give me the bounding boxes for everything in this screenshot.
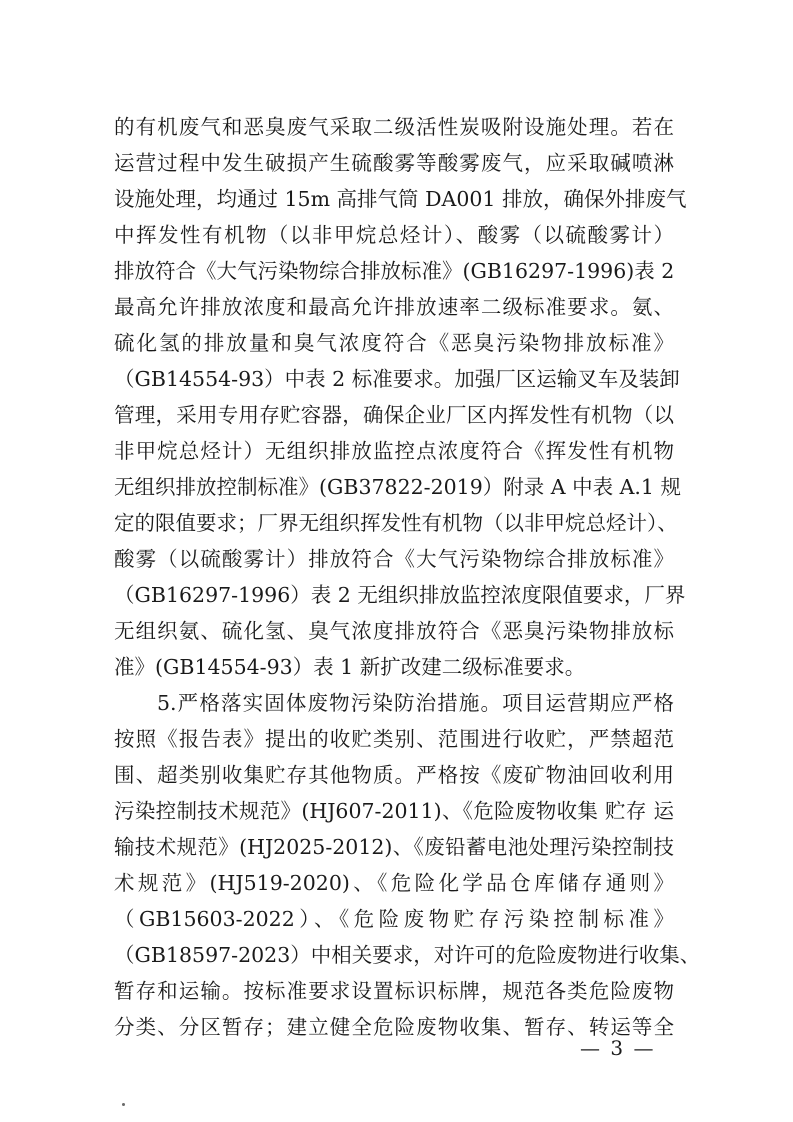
text-line: （GB16297-1996）表 2 无组织排放监控浓度限值要求，厂界 <box>114 583 686 607</box>
text-line: 分类、分区暂存；建立健全危险废物收集、暂存、转运等全 <box>114 1015 674 1039</box>
text-line: 无组织排放控制标准》(GB37822-2019）附录 A 中表 A.1 规 <box>114 475 681 499</box>
text-line: （GB14554-93）中表 2 标准要求。加强厂区运输叉车及装卸 <box>114 367 680 391</box>
text-line: 设施处理，均通过 15m 高排气筒 DA001 排放，确保外排废气 <box>114 187 687 211</box>
text-line: 管理，采用专用存贮容器，确保企业厂区内挥发性有机物（以 <box>114 403 674 427</box>
text-line: 围、超类别收集贮存其他物质。严格按《废矿物油回收利用 <box>114 763 674 787</box>
page-number: — 3 — <box>580 1036 656 1060</box>
text-line: 污染控制技术规范》(HJ607-2011)、《危险废物收集 贮存 运 <box>114 799 674 823</box>
text-line: 运营过程中发生破损产生硫酸雾等酸雾废气，应采取碱喷淋 <box>114 151 674 175</box>
text-line: 术规范》(HJ519-2020)、《危险化学品仓库储存通则》 <box>114 871 674 895</box>
text-line: 非甲烷总烃计）无组织排放监控点浓度符合《挥发性有机物 <box>114 439 674 463</box>
text-line: 按照《报告表》提出的收贮类别、范围进行收贮，严禁超范 <box>114 727 674 751</box>
text-line: 硫化氢的排放量和臭气浓度符合《恶臭污染物排放标准》 <box>114 331 674 355</box>
text-line: 暂存和运输。按标准要求设置标识标牌，规范各类危险废物 <box>114 979 674 1003</box>
text-line: 准》(GB14554-93）表 1 新扩改建二级标准要求。 <box>114 655 586 679</box>
text-line: 酸雾（以硫酸雾计）排放符合《大气污染物综合排放标准》 <box>114 547 674 571</box>
text-line: 无组织氨、硫化氢、臭气浓度排放符合《恶臭污染物排放标 <box>114 619 674 643</box>
text-line: （GB18597-2023）中相关要求，对许可的危险废物进行收集、 <box>114 943 701 967</box>
text-line: （GB15603-2022）、《危险废物贮存污染控制标准》 <box>114 907 674 931</box>
section-5-first-line: 5.严格落实固体废物污染防治措施。项目运营期应严格 <box>157 691 674 715</box>
text-line: 中挥发性有机物（以非甲烷总烃计）、酸雾（以硫酸雾计） <box>114 223 674 247</box>
text-line: 最高允许排放浓度和最高允许排放速率二级标准要求。氨、 <box>114 295 674 319</box>
text-line: 的有机废气和恶臭废气采取二级活性炭吸附设施处理。若在 <box>114 115 674 139</box>
scan-speck <box>122 1103 125 1106</box>
text-line: 定的限值要求；厂界无组织挥发性有机物（以非甲烷总烃计）、 <box>114 511 678 535</box>
text-line: 排放符合《大气污染物综合排放标准》(GB16297-1996)表 2 <box>114 259 675 283</box>
text-line: 输技术规范》(HJ2025-2012)、《废铅蓄电池处理污染控制技 <box>114 835 674 859</box>
